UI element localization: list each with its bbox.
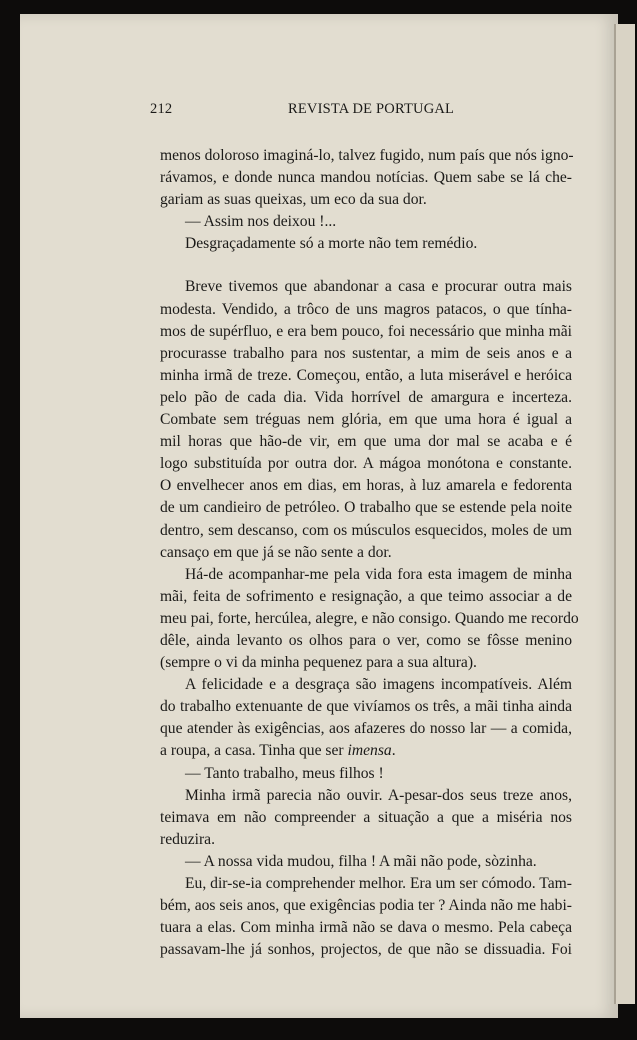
paragraph — [160, 785, 572, 851]
line-text: menos doloroso imaginá-lo, talvez fugido, num país que nós igno- — [160, 147, 574, 164]
text-line — [160, 343, 572, 365]
line-text: (sempre o vi da minha pequenez para a sua altura). — [160, 654, 477, 672]
line-text: logo substituída por outra dor. A mágoa monótona e constante. — [160, 455, 572, 473]
text-line — [160, 895, 572, 917]
body-text — [160, 145, 579, 961]
paragraph-gap — [160, 255, 572, 276]
text-line — [160, 542, 572, 564]
text-line — [160, 807, 572, 829]
text-line — [160, 564, 572, 586]
text-line — [160, 630, 572, 652]
line-text: — Tanto trabalho, meus filhos ! — [185, 764, 384, 782]
paragraph — [160, 851, 572, 873]
line-text: O envelhecer anos em dias, em horas, à luz amarela e fedorenta — [160, 477, 572, 495]
text-line — [160, 785, 572, 807]
text-line — [160, 851, 572, 873]
text-line — [160, 321, 572, 343]
line-text: Minha irmã parecia não ouvir. A-pesar-dos seus treze anos, — [185, 786, 572, 804]
line-text: do trabalho extenuante de que vivíamos os três, a mãi tinha ainda — [160, 698, 572, 716]
line-text: cansaço em que já se não sente a dor. — [160, 543, 392, 561]
line-text: que atender às exigências, aos afazeres do nosso lar — a comida, — [160, 720, 572, 738]
line-text: mil horas que hão-de vir, em que uma dor mal se acaba e é — [160, 433, 572, 451]
text-line — [160, 409, 572, 431]
line-text: — A nossa vida mudou, filha ! A mãi não pode, sòzinha. — [185, 852, 537, 870]
paragraph — [160, 276, 572, 563]
text-line — [160, 299, 572, 321]
line-text: procurasse trabalho para nos sustentar, a mim de seis anos e a — [160, 344, 572, 362]
line-text: Eu, dir-se-ia comprehender melhor. Era um ser cómodo. Tam- — [185, 875, 572, 892]
text-line — [160, 211, 572, 233]
text-line — [160, 740, 572, 762]
text-line — [160, 475, 572, 497]
next-page-edge — [614, 24, 635, 1004]
text-line — [160, 167, 572, 189]
line-text: minha irmã de treze. Começou, então, a luta miserável e heróica — [160, 366, 572, 384]
line-text: gariam as suas queixas, um eco da sua dor. — [160, 191, 427, 209]
text-line — [160, 652, 572, 674]
text-line — [160, 233, 572, 255]
text-line — [160, 939, 572, 961]
running-title: REVISTA DE PORTUGAL — [288, 101, 455, 117]
text-line — [160, 387, 572, 409]
page-number: 212 — [150, 101, 173, 117]
paragraph — [160, 233, 572, 255]
text-line — [160, 873, 572, 895]
text-line — [160, 497, 572, 519]
paragraph — [160, 145, 572, 211]
line-text: de um candieiro de petróleo. O trabalho que se estende pela noite — [160, 499, 572, 517]
line-text: modesta. Vendido, a trôco de uns magros patacos, o que tínha- — [160, 300, 572, 318]
text-line — [160, 276, 572, 298]
line-text: meu pai, forte, hercúlea, alegre, e não consigo. Quando me recordo — [160, 609, 579, 627]
line-text: Desgraçadamente só a morte não tem remédio. — [185, 235, 478, 253]
emphasis: imensa — [347, 742, 392, 760]
line-text: mos de supérfluo, e era bem pouco, foi necessário que minha mãi — [160, 322, 572, 340]
paragraph — [160, 564, 579, 674]
text-line — [160, 917, 572, 939]
line-text: dêle, ainda levanto os olhos para o ver, como se fôsse menino — [160, 631, 572, 649]
paragraph — [160, 674, 572, 762]
text-line — [160, 718, 572, 740]
punctuation: . — [391, 742, 396, 760]
paragraph — [160, 763, 572, 785]
line-text: teimava em não compreender a situação a que a miséria nos — [160, 808, 572, 826]
line-text: Breve tivemos que abandonar a casa e procurar outra mais — [185, 278, 572, 296]
text-line — [160, 453, 572, 475]
line-text: A felicidade e a desgraça são imagens incompatíveis. Além — [185, 676, 572, 694]
text-line — [160, 829, 572, 851]
line-text: — Assim nos deixou !... — [185, 213, 337, 231]
line-text: tuara a elas. Com minha irmã não se dava o mesmo. Pela cabeça — [160, 919, 572, 937]
line-text: rávamos, e donde nunca mandou notícias. Quem sabe se lá che- — [160, 169, 572, 187]
line-text: mãi, feita de sofrimento e resignação, a que teimo associar a de — [160, 587, 572, 605]
line-text: a roupa, a casa. Tinha que ser — [160, 742, 348, 760]
text-line — [160, 431, 572, 453]
text-line — [160, 520, 572, 542]
text-line — [160, 145, 572, 167]
line-text: dentro, sem descanso, com os músculos esquecidos, moles de um — [160, 521, 572, 539]
paragraph — [160, 873, 572, 961]
paragraph — [160, 211, 572, 233]
line-text: Combate sem tréguas nem glória, em que uma hora é igual a — [160, 411, 572, 429]
text-line — [160, 696, 572, 718]
text-line — [160, 586, 572, 608]
line-text: passavam-lhe já sonhos, projectos, de que não se dissuadia. Foi — [160, 941, 572, 959]
text-line — [160, 189, 572, 211]
line-text: Há-de acompanhar-me pela vida fora esta imagem de minha — [185, 565, 572, 583]
text-line — [160, 365, 572, 387]
line-text: reduzira. — [160, 830, 215, 848]
line-text: bém, aos seis anos, que exigências podia ter ? Ainda não me habi- — [160, 897, 572, 915]
text-line — [160, 763, 572, 785]
line-text: pelo pão de cada dia. Vida horrível de amargura e incerteza. — [160, 388, 572, 406]
text-line — [160, 608, 579, 630]
text-line — [160, 674, 572, 696]
